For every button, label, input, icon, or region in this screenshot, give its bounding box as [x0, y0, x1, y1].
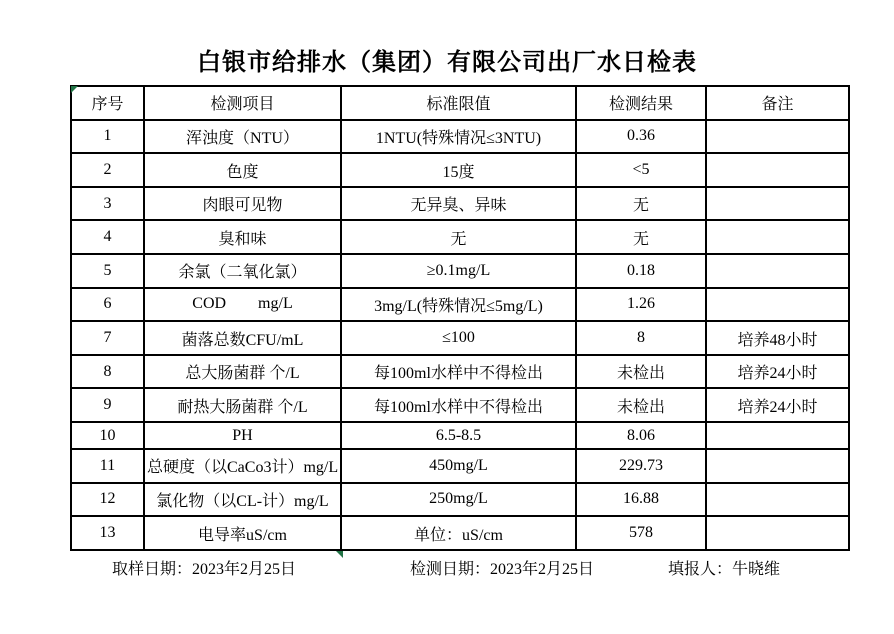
col-header-item: 检测项目	[144, 86, 341, 120]
cell-item: 氯化物（以CL-计）mg/L	[144, 483, 341, 517]
cell-seq: 11	[71, 449, 144, 483]
cell-note: 培养24小时	[706, 355, 849, 389]
cell-note	[706, 187, 849, 221]
inspection-table	[70, 85, 850, 551]
table-row	[71, 120, 849, 154]
cell-result: 8.06	[576, 422, 706, 449]
table-row	[71, 388, 849, 422]
cell-result: 1.26	[576, 288, 706, 322]
cell-item: 总硬度（以CaCo3计）mg/L	[144, 449, 341, 483]
cell-note	[706, 288, 849, 322]
footer	[0, 556, 894, 578]
cell-limit: 单位：uS/cm	[341, 516, 576, 550]
cell-limit: 无异臭、异味	[341, 187, 576, 221]
cell-note: 培养24小时	[706, 388, 849, 422]
cell-result: 16.88	[576, 483, 706, 517]
cell-seq: 12	[71, 483, 144, 517]
cell-limit: 15度	[341, 153, 576, 187]
cell-item: 余氯（二氧化氯）	[144, 254, 341, 288]
table-row	[71, 220, 849, 254]
cell-seq: 10	[71, 422, 144, 449]
cell-result: 8	[576, 321, 706, 355]
col-header-result: 检测结果	[576, 86, 706, 120]
cell-limit: 每100ml水样中不得检出	[341, 388, 576, 422]
cell-limit: 250mg/L	[341, 483, 576, 517]
cell-item: 总大肠菌群 个/L	[144, 355, 341, 389]
table-row	[71, 483, 849, 517]
table-row	[71, 288, 849, 322]
cell-item: 臭和味	[144, 220, 341, 254]
table-row	[71, 187, 849, 221]
table-row	[71, 449, 849, 483]
cell-limit: ≥0.1mg/L	[341, 254, 576, 288]
cell-note	[706, 120, 849, 154]
cell-seq: 8	[71, 355, 144, 389]
cell-result: 0.36	[576, 120, 706, 154]
cell-seq: 6	[71, 288, 144, 322]
col-header-seq: 序号	[71, 86, 144, 120]
table-row	[71, 355, 849, 389]
cell-limit: 6.5-8.5	[341, 422, 576, 449]
table-row	[71, 516, 849, 550]
cell-result: <5	[576, 153, 706, 187]
cell-item: 菌落总数CFU/mL	[144, 321, 341, 355]
col-header-limit: 标准限值	[341, 86, 576, 120]
cell-seq: 7	[71, 321, 144, 355]
cell-result: 未检出	[576, 355, 706, 389]
reporter-label: 填报人：牛晓维	[668, 561, 781, 578]
table-row	[71, 254, 849, 288]
cell-note	[706, 483, 849, 517]
cell-result: 0.18	[576, 254, 706, 288]
sheet-corner-marker-icon	[71, 86, 78, 93]
cell-seq: 13	[71, 516, 144, 550]
cell-limit: ≤100	[341, 321, 576, 355]
cell-result: 229.73	[576, 449, 706, 483]
sampling-date-label: 取样日期：2023年2月25日	[112, 561, 297, 578]
cell-seq: 3	[71, 187, 144, 221]
cell-seq: 1	[71, 120, 144, 154]
cell-note	[706, 422, 849, 449]
cell-note: 培养48小时	[706, 321, 849, 355]
cell-result: 无	[576, 187, 706, 221]
table-row	[71, 321, 849, 355]
cell-note	[706, 516, 849, 550]
cell-seq: 4	[71, 220, 144, 254]
cell-seq: 2	[71, 153, 144, 187]
cell-limit: 3mg/L(特殊情况≤5mg/L)	[341, 288, 576, 322]
page-title: 白银市给排水（集团）有限公司出厂水日检表	[197, 50, 697, 76]
cell-result: 未检出	[576, 388, 706, 422]
cell-item: 色度	[144, 153, 341, 187]
cell-limit: 1NTU(特殊情况≤3NTU)	[341, 120, 576, 154]
cell-limit: 450mg/L	[341, 449, 576, 483]
cell-item: PH	[144, 422, 341, 449]
cell-result: 578	[576, 516, 706, 550]
testing-date-label: 检测日期：2023年2月25日	[410, 561, 595, 578]
cell-item: 电导率uS/cm	[144, 516, 341, 550]
table-row	[71, 153, 849, 187]
table-row	[71, 422, 849, 449]
cell-note	[706, 153, 849, 187]
cell-item: 耐热大肠菌群 个/L	[144, 388, 341, 422]
cell-note	[706, 220, 849, 254]
cell-item: 肉眼可见物	[144, 187, 341, 221]
table-header-row	[71, 86, 849, 120]
cell-note	[706, 449, 849, 483]
cell-seq: 5	[71, 254, 144, 288]
col-header-note: 备注	[706, 86, 849, 120]
cell-result: 无	[576, 220, 706, 254]
cell-note	[706, 254, 849, 288]
cell-limit: 无	[341, 220, 576, 254]
cell-seq: 9	[71, 388, 144, 422]
cell-item: 浑浊度（NTU）	[144, 120, 341, 154]
cell-item: COD mg/L	[144, 288, 341, 322]
cell-limit: 每100ml水样中不得检出	[341, 355, 576, 389]
